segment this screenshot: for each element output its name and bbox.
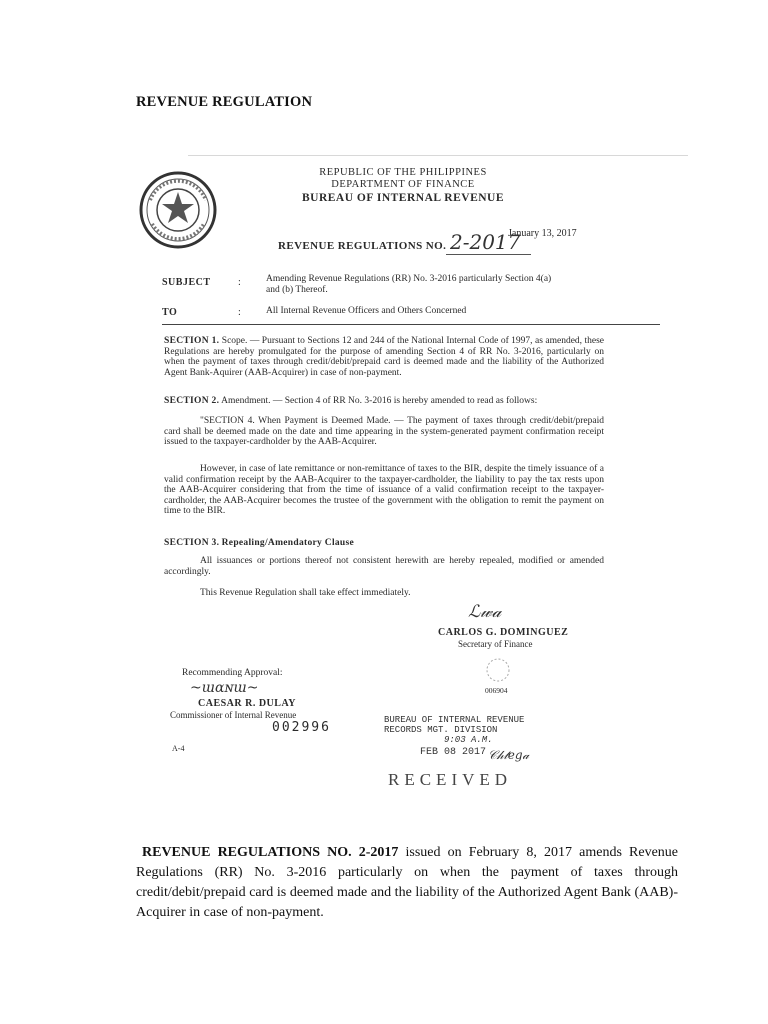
signatory-commissioner-title: Commissioner of Internal Revenue: [170, 710, 297, 720]
header-divider: [162, 324, 660, 325]
section-2-text: Amendment. — Section 4 of RR No. 3-2016 is hereby amended to read as follows:: [221, 396, 538, 406]
summary-paragraph: [136, 843, 678, 923]
subject-label: SUBJECT: [162, 277, 211, 288]
section-1-text: Scope. — Pursuant to Sections 12 and 244 of the National Internal Code of 1997, as amended, these Regulations are hereby promulgated for the purpose of amending Section 4 of RR No. 3-2016, particularly on when the payment of taxes through credit/debit/prepaid card is deemed made and the liability of the Authorized Agent Bank-Aquirer (AAB-Acquirer) in case of non-payment.: [164, 336, 605, 378]
rr-number-label: REVENUE REGULATIONS NO.: [278, 240, 447, 252]
signatory-secretary-title: Secretary of Finance: [458, 639, 533, 649]
section-3-heading: SECTION 3.: [164, 538, 220, 548]
secretary-signature: ℒ𝓌𝒶: [468, 602, 502, 622]
to-colon: :: [238, 307, 241, 318]
scanned-regulation-document: [128, 150, 696, 800]
header-department: DEPARTMENT OF FINANCE: [331, 179, 475, 190]
page-title: REVENUE REGULATION: [136, 94, 313, 110]
section-4-quote: "SECTION 4. When Payment is Deemed Made. — The payment of taxes through credit/debit/prepaid card shall be deemed made on the date and time appearing in the system-generated payment confirmation receipt issued to the taxpayer-cardholder by the AAB-Acquirer.: [164, 416, 604, 447]
scan-top-edge: [188, 155, 688, 156]
summary-bold: REVENUE REGULATIONS NO. 2-2017: [142, 845, 399, 860]
section-3-title: Repealing/Amendatory Clause: [221, 538, 355, 548]
bir-seal-icon: [138, 170, 218, 250]
stamp-initials: 𝒞𝒽𝓉𝑒𝑔𝒶: [488, 748, 530, 762]
to-value: All Internal Revenue Officers and Others Concerned: [266, 306, 467, 316]
signatory-secretary-name: CARLOS G. DOMINGUEZ: [438, 627, 569, 638]
section-1: [164, 336, 604, 378]
signatory-commissioner-name: CAESAR R. DULAY: [198, 698, 296, 709]
header-bureau: BUREAU OF INTERNAL REVENUE: [301, 192, 505, 204]
stamp-time: 9:03 A.M.: [444, 735, 493, 745]
subject-colon: :: [238, 277, 241, 288]
stamp-bureau: BUREAU OF INTERNAL REVENUE: [384, 715, 525, 725]
rr-number-handwritten: 2-2017: [450, 230, 521, 254]
recommending-approval-label: Recommending Approval:: [182, 668, 283, 678]
serial-number: 002996: [272, 720, 331, 735]
to-label: TO: [162, 307, 178, 318]
section-2: [164, 396, 604, 407]
section-3: [164, 538, 604, 549]
summary-text: issued on February 8, 2017 amends Revenue Regulations (RR) No. 3-2016 particularly on when the payment of taxes through credit/debit/prepaid card is deemed made and the liability of the Authorized Agent Bank (AAB)-Acquirer in case of non-payment.: [136, 845, 678, 920]
page-code: A-4: [172, 744, 185, 753]
rr-number-underline: [446, 254, 531, 255]
stamp-division: RECORDS MGT. DIVISION: [384, 725, 498, 735]
header-republic: REPUBLIC OF THE PHILIPPINES: [319, 167, 487, 178]
received-stamp: RECEIVED: [388, 770, 513, 789]
stamp-date: FEB 08 2017: [420, 747, 487, 758]
small-document-number: 006904: [485, 686, 508, 695]
commissioner-signature: ~ɯɑɴɯ~: [190, 680, 259, 696]
however-paragraph: However, in case of late remittance or non-remittance of taxes to the BIR, despite the timely issuance of a valid confirmation receipt by the AAB-Acquirer to the taxpayer-cardholder, the liability to pay the tax rests upon the AAB-Acquirer considering that from the time of issuance of a valid confirmation receipt to the taxpayer-cardholder, the AAB-Acquirer becomes the trustee of the government with the obligation to remit the payment on time to the BIR.: [164, 464, 604, 516]
subject-value: Amending Revenue Regulations (RR) No. 3-2016 particularly Section 4(a) and (b) Thereof.: [266, 274, 552, 295]
document-date: January 13, 2017: [508, 228, 577, 239]
section-2-heading: SECTION 2.: [164, 396, 220, 406]
section-3-text: All issuances or portions thereof not consistent herewith are hereby repealed, modified or amended accordingly.: [164, 556, 604, 577]
records-seal-icon: [478, 656, 518, 684]
effectivity-clause: This Revenue Regulation shall take effect immediately.: [200, 588, 411, 598]
section-1-heading: SECTION 1.: [164, 336, 220, 346]
